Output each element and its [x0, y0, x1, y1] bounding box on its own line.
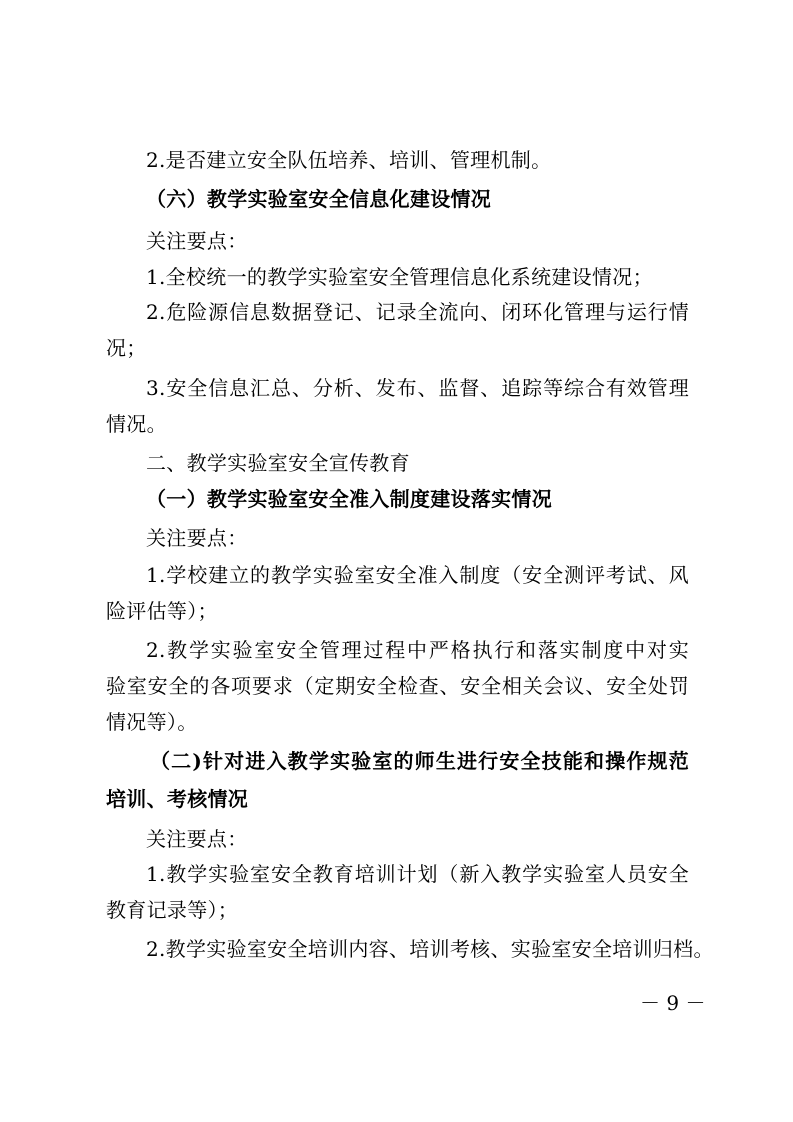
- paragraph-line: 3.安全信息汇总、分析、发布、监督、追踪等综合有效管理: [146, 376, 689, 400]
- paragraph-line: 1.学校建立的教学实验室安全准入制度（安全测评考试、风: [146, 563, 689, 587]
- paragraph-line: 情况。: [106, 412, 167, 436]
- page-number: － 9 －: [640, 991, 706, 1015]
- section-heading: （二)针对进入教学实验室的师生进行安全技能和操作规范: [150, 749, 689, 773]
- section-heading: （六）教学实验室安全信息化建设情况: [146, 187, 492, 211]
- paragraph-line: 关注要点：: [146, 526, 248, 550]
- section-heading: （一）教学实验室安全准入制度建设落实情况: [146, 487, 552, 511]
- paragraph-line: 验室安全的各项要求（定期安全检查、安全相关会议、安全处罚: [106, 674, 689, 698]
- paragraph-line: 险评估等）；: [106, 599, 218, 623]
- paragraph-line: 况；: [106, 336, 147, 360]
- paragraph-line: 2.教学实验室安全管理过程中严格执行和落实制度中对实: [146, 638, 689, 662]
- chapter-heading: 二、教学实验室安全宣传教育: [146, 451, 410, 475]
- paragraph-line: 1.教学实验室安全教育培训计划（新入教学实验室人员安全: [146, 862, 689, 886]
- paragraph-line: 教育记录等）；: [106, 898, 239, 922]
- paragraph-line: 2.危险源信息数据登记、记录全流向、闭环化管理与运行情: [146, 300, 689, 324]
- paragraph-line: 2.是否建立安全队伍培养、培训、管理机制。: [146, 148, 552, 172]
- section-heading: 培训、考核情况: [106, 787, 249, 811]
- paragraph-line: 关注要点：: [146, 827, 248, 851]
- paragraph-line: 情况等）。: [106, 710, 198, 734]
- paragraph-line: 2.教学实验室安全培训内容、培训考核、实验室安全培训归档。: [146, 937, 714, 961]
- paragraph-line: 关注要点：: [146, 229, 248, 253]
- paragraph-line: 1.全校统一的教学实验室安全管理信息化系统建设情况；: [146, 265, 653, 289]
